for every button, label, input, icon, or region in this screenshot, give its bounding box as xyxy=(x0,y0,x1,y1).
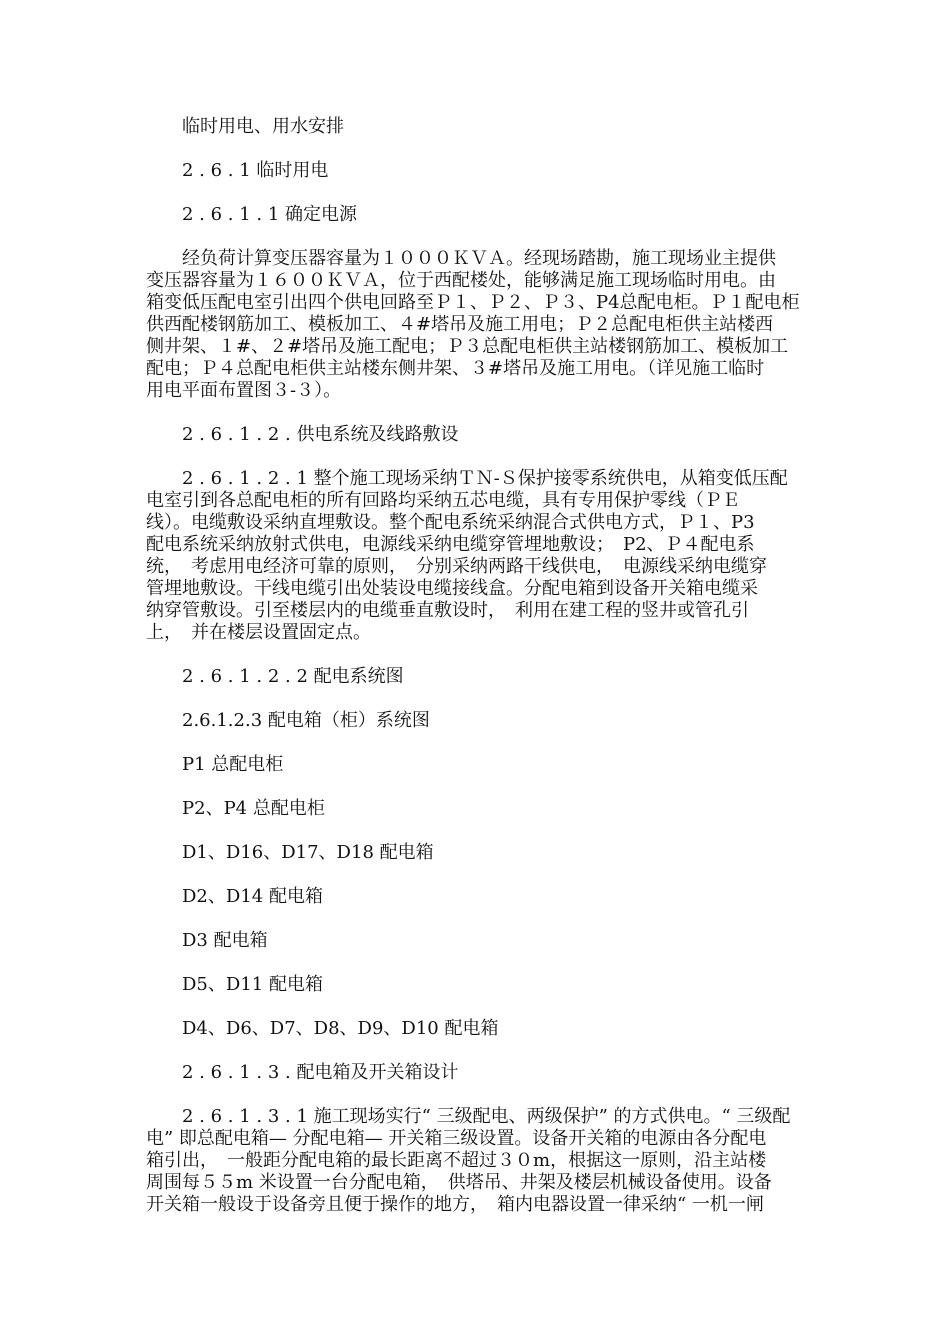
paragraph-line: 统， 考虑用电经济可靠的原则， 分别采纳两路干线供电， 电源线采纳电缆穿 xyxy=(146,556,767,577)
section-title: 临时用电、用水安排 xyxy=(182,116,344,137)
heading-2-6-1: 2 . 6 . 1 临时用电 xyxy=(182,160,329,181)
paragraph-line: 变压器容量为１６００ＫＶＡ，位于西配楼处，能够满足施工现场临时用电。由 xyxy=(146,270,776,291)
paragraph-line: 2 . 6 . 1 . 2 . 1 整个施工现场采纳ＴＮ-Ｓ保护接零系统供电，从箱变低压配 xyxy=(146,468,788,489)
list-item: D1、D16、D17、D18 配电箱 xyxy=(182,842,434,863)
paragraph-line: 箱变低压配电室引出四个供电回路至Ｐ１、Ｐ２、Ｐ３、P4总配电柜。Ｐ１配电柜 xyxy=(146,292,800,313)
paragraph-line: 配电；Ｐ４总配电柜供主站楼东侧井架、３#塔吊及施工用电。（详见施工临时 xyxy=(146,358,765,379)
list-item: D4、D6、D7、D8、D9、D10 配电箱 xyxy=(182,1018,499,1039)
heading-2-6-1-2: 2 . 6 . 1 . 2 . 供电系统及线路敷设 xyxy=(182,424,459,445)
paragraph-line: 开关箱一般设于设备旁且便于操作的地方， 箱内电器设置一律采纳“ 一机一闸 xyxy=(146,1194,764,1215)
paragraph-line: 周围每５５m 米设置一台分配电箱， 供塔吊、井架及楼层机械设备使用。设备 xyxy=(146,1172,772,1193)
paragraph-line: 用电平面布置图３-３）。 xyxy=(146,380,342,401)
list-item: D2、D14 配电箱 xyxy=(182,886,323,907)
list-item: D5、D11 配电箱 xyxy=(182,974,323,995)
paragraph-line: 侧井架、１#、２#塔吊及施工配电；Ｐ３总配电柜供主站楼钢筋加工、模板加工 xyxy=(146,336,789,357)
list-item: D3 配电箱 xyxy=(182,930,268,951)
list-item: P2、P4 总配电柜 xyxy=(182,798,325,819)
list-item: P1 总配电柜 xyxy=(182,754,284,775)
paragraph-line: 电室引到各总配电柜的所有回路均采纳五芯电缆，具有专用保护零线（ＰＥ xyxy=(146,490,740,511)
paragraph-line: 纳穿管敷设。引至楼层内的电缆垂直敷设时， 利用在建工程的竖井或管孔引 xyxy=(146,600,749,621)
paragraph-line: 经负荷计算变压器容量为１０００ＫＶＡ。经现场踏勘，施工现场业主提供 xyxy=(146,248,776,269)
paragraph-line: 配电系统采纳放射式供电，电源线采纳电缆穿管埋地敷设； P2、Ｐ４配电系 xyxy=(146,534,755,555)
paragraph-line: 线）。电缆敷设采纳直埋敷设。整个配电系统采纳混合式供电方式，Ｐ１、P3 xyxy=(146,512,755,533)
paragraph-line: 供西配楼钢筋加工、模板加工、４#塔吊及施工用电；Ｐ２总配电柜供主站楼西 xyxy=(146,314,774,335)
paragraph-line: 箱引出， 一般距分配电箱的最长距离不超过３０m，根据这一原则，沿主站楼 xyxy=(146,1150,767,1171)
paragraph-line: 2 . 6 . 1 . 3 . 1 施工现场实行“ 三级配电、两级保护” 的方式供电。“ 三级配 xyxy=(146,1106,791,1127)
paragraph-line: 上， 并在楼层设置固定点。 xyxy=(146,622,371,643)
heading-2-6-1-2-3: 2.6.1.2.3 配电箱（柜）系统图 xyxy=(182,710,430,731)
paragraph-line: 管埋地敷设。干线电缆引出处装设电缆接线盒。分配电箱到设备开关箱电缆采 xyxy=(146,578,758,599)
heading-2-6-1-2-2: 2 . 6 . 1 . 2 . 2 配电系统图 xyxy=(182,666,404,687)
heading-2-6-1-3: 2 . 6 . 1 . 3 . 配电箱及开关箱设计 xyxy=(182,1062,459,1083)
paragraph-line: 电” 即总配电箱— 分配电箱— 开关箱三级设置。设备开关箱的电源由各分配电 xyxy=(146,1128,767,1149)
heading-2-6-1-1: 2 . 6 . 1 . 1 确定电源 xyxy=(182,204,358,225)
